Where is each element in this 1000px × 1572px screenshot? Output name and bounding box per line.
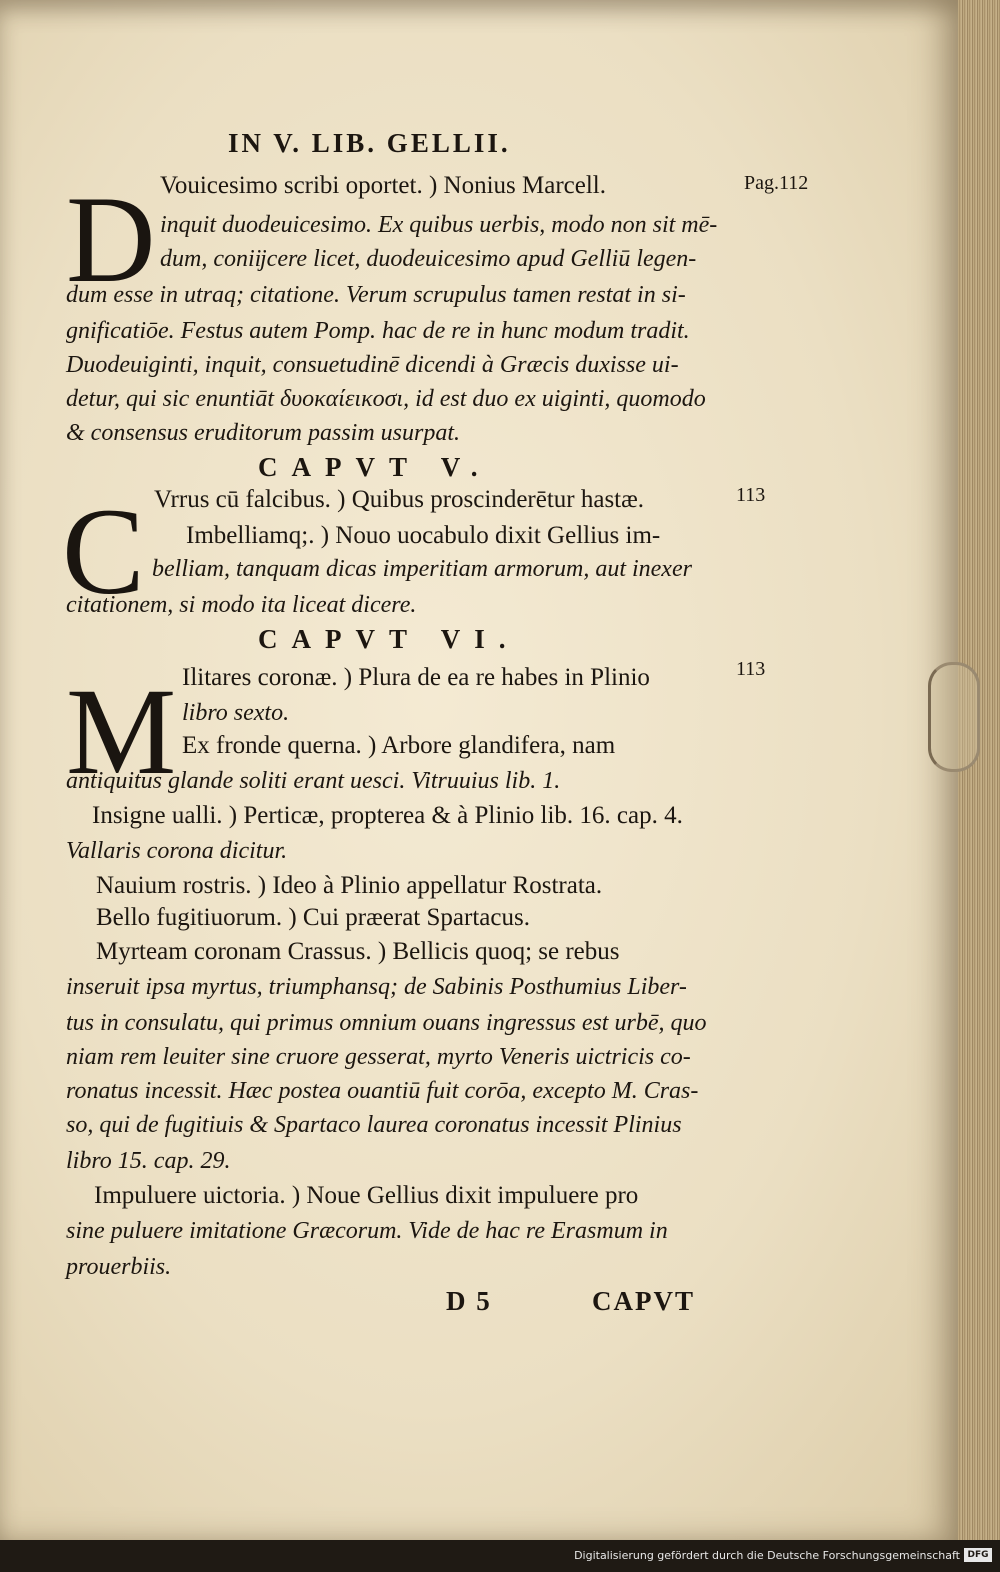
text-line: Nauium rostris. ) Ideo à Plinio appellatur Rostrata. — [96, 872, 603, 899]
text-line: gnificatiōe. Festus autem Pomp. hac de re in hunc modum tradit. — [66, 318, 690, 344]
bookmark-ribbon — [928, 662, 980, 772]
text-line: niam rem leuiter sine cruore gesserat, myrto Veneris uictricis co- — [66, 1044, 691, 1070]
dropcap-m: M — [66, 663, 177, 800]
text-line: Ex fronde querna. ) Arbore glandifera, nam — [182, 732, 616, 759]
text-line: citationem, si modo ita liceat dicere. — [66, 592, 417, 618]
chapter-heading-vi: CAPVT VI. — [258, 624, 520, 654]
margin-note-113a: 113 — [736, 484, 766, 506]
margin-note-113b: 113 — [736, 658, 766, 680]
text-line: Myrteam coronam Crassus. ) Bellicis quoq; se rebus — [96, 938, 620, 965]
text-line: libro sexto. — [182, 700, 290, 726]
chapter-heading-v: CAPVT V. — [258, 452, 492, 482]
text-line: tus in consulatu, qui primus omnium ouans ingressus est urbē, quo — [66, 1010, 707, 1036]
text-line: Vallaris corona dicitur. — [66, 838, 288, 864]
text-line: Impuluere uictoria. ) Noue Gellius dixit impuluere pro — [94, 1182, 639, 1209]
text-line: Imbelliamq;. ) Nouo uocabulo dixit Gellius im- — [186, 522, 661, 549]
running-head: IN V. LIB. GELLII. — [228, 128, 511, 158]
text-line: sine puluere imitatione Græcorum. Vide de hac re Erasmum in — [66, 1218, 668, 1244]
text-line: antiquitus glande soliti erant uesci. Vitruuius lib. 1. — [66, 768, 561, 794]
text-line: dum esse in utraq; citatione. Verum scrupulus tamen restat in si- — [66, 282, 686, 308]
text-line: Bello fugitiuorum. ) Cui præerat Spartacus. — [96, 904, 530, 931]
text-line: Ilitares coronæ. ) Plura de ea re habes in Plinio — [182, 664, 650, 691]
margin-note-page: Pag.112 — [744, 172, 809, 194]
text-line: ronatus incessit. Hæc postea ouantiū fuit corōa, excepto M. Cras- — [66, 1078, 699, 1104]
text-line: dum, coniĳcere licet, duodeuicesimo apud Gelliū legen- — [160, 246, 697, 272]
text-line: detur, qui sic enuntiāt δυοκαίεικοσι, id est duo ex uiginti, quomodo — [66, 386, 706, 412]
dropcap-c: C — [62, 483, 145, 620]
text-line: so, qui de fugitiuis & Spartaco laurea coronatus incessit Plinius — [66, 1112, 682, 1138]
text-line: libro 15. cap. 29. — [66, 1148, 231, 1174]
footer-credit: Digitalisierung gefördert durch die Deutsche Forschungsgemeinschaft — [574, 1549, 960, 1562]
text-line: inquit duodeuicesimo. Ex quibus uerbis, modo non sit mē- — [160, 212, 718, 238]
text-line: prouerbiis. — [66, 1254, 172, 1280]
dropcap-d: D — [66, 171, 156, 308]
text-line: Vrrus cū falcibus. ) Quibus proscinderētur hastæ. — [154, 486, 645, 513]
text-line: Vouicesimo scribi oportet. ) Nonius Marcell. — [160, 172, 606, 199]
text-line: inseruit ipsa myrtus, triumphansq; de Sabinis Posthumius Liber- — [66, 974, 687, 1000]
catchword: CAPVT — [592, 1286, 695, 1316]
text-line: Insigne ualli. ) Perticæ, propterea & à Plinio lib. 16. cap. 4. — [92, 802, 683, 829]
signature-mark: D 5 — [446, 1286, 492, 1316]
text-line: Duodeuiginti, inquit, consuetudinē dicendi à Græcis duxisse ui- — [66, 352, 679, 378]
text-line: belliam, tanquam dicas imperitiam armorum, aut inexer — [152, 556, 692, 582]
dfg-logo: DFG — [964, 1548, 992, 1562]
text-line: & consensus eruditorum passim usurpat. — [66, 420, 461, 446]
